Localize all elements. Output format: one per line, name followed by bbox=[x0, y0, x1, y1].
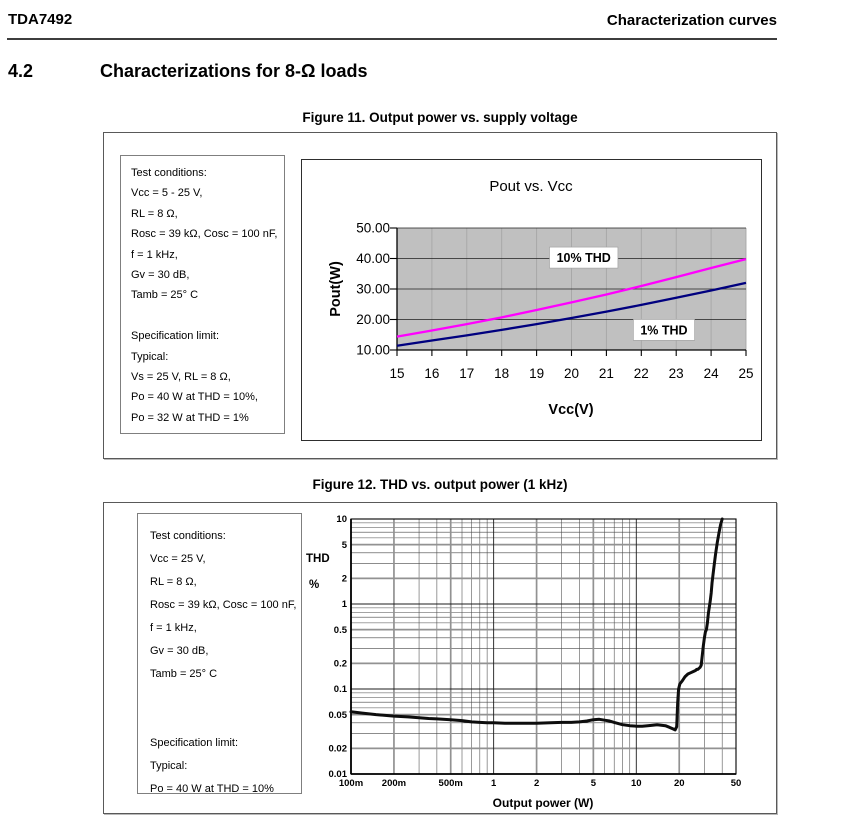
svg-text:23: 23 bbox=[668, 366, 684, 381]
svg-text:30.00: 30.00 bbox=[356, 281, 390, 297]
test-condition-line bbox=[150, 709, 301, 732]
svg-text:10: 10 bbox=[336, 514, 347, 526]
figure11-frame bbox=[103, 132, 777, 459]
svg-text:5: 5 bbox=[590, 778, 597, 789]
svg-text:50.00: 50.00 bbox=[356, 220, 390, 236]
svg-text:THD: THD bbox=[306, 553, 330, 565]
svg-text:16: 16 bbox=[424, 366, 440, 381]
svg-text:21: 21 bbox=[598, 366, 614, 381]
test-condition-line: Vcc = 5 - 25 V, bbox=[131, 187, 203, 200]
svg-text:40.00: 40.00 bbox=[356, 251, 390, 266]
svg-text:0.5: 0.5 bbox=[333, 624, 347, 636]
svg-text:500m: 500m bbox=[438, 778, 463, 789]
svg-text:20: 20 bbox=[563, 366, 580, 381]
svg-text:20.00: 20.00 bbox=[356, 312, 390, 327]
test-condition-line: Vs = 25 V, RL = 8 Ω, bbox=[131, 370, 231, 383]
test-condition-line: RL = 8 Ω, bbox=[150, 576, 197, 588]
figure11-caption: Figure 11. Output power vs. supply voltage bbox=[302, 110, 578, 125]
svg-text:15: 15 bbox=[389, 366, 405, 381]
figure12-caption: Figure 12. THD vs. output power (1 kHz) bbox=[312, 477, 568, 492]
test-condition-line bbox=[131, 306, 284, 326]
thd-vs-output-power-chart bbox=[301, 504, 775, 812]
test-condition-line: Po = 32 W at THD = 1% bbox=[131, 411, 249, 424]
chart-title: Pout vs. Vcc bbox=[489, 178, 573, 195]
svg-text:25: 25 bbox=[738, 366, 754, 381]
svg-text:2: 2 bbox=[533, 778, 540, 789]
svg-text:0.1: 0.1 bbox=[333, 684, 347, 696]
test-condition-line: Tamb = 25° C bbox=[131, 289, 199, 302]
test-condition-line: Test conditions: bbox=[150, 530, 226, 542]
test-condition-line: f = 1 kHz, bbox=[131, 248, 178, 261]
test-condition-line: Tamb = 25° C bbox=[150, 668, 218, 680]
test-condition-line: Specification limit: bbox=[150, 737, 239, 749]
svg-text:1: 1 bbox=[341, 599, 347, 611]
svg-text:1: 1 bbox=[490, 778, 497, 789]
test-condition-line: Rosc = 39 kΩ, Cosc = 100 nF, bbox=[131, 228, 278, 241]
svg-text:50: 50 bbox=[730, 778, 742, 789]
section-number: 4.2 bbox=[8, 61, 34, 81]
y-axis-title: Pout(W) bbox=[328, 261, 344, 317]
section-title: Characterizations for 8-Ω loads bbox=[100, 61, 368, 81]
svg-text:0.05: 0.05 bbox=[328, 709, 347, 721]
test-condition-line: Test conditions: bbox=[131, 167, 207, 179]
svg-text:22: 22 bbox=[633, 366, 649, 381]
test-condition-line: Rosc = 39 kΩ, Cosc = 100 nF, bbox=[150, 599, 297, 611]
svg-text:100m: 100m bbox=[338, 778, 364, 789]
x-axis-title: Output power (W) bbox=[492, 796, 594, 810]
svg-text:19: 19 bbox=[529, 366, 545, 381]
pout-vs-vcc-chart bbox=[302, 160, 761, 440]
svg-text:%: % bbox=[309, 579, 320, 591]
test-condition-line: Typical: bbox=[150, 760, 188, 772]
test-condition-line bbox=[150, 686, 301, 709]
log-gridlines bbox=[351, 519, 736, 774]
header-rule bbox=[7, 38, 777, 40]
test-condition-line: RL = 8 Ω, bbox=[131, 207, 178, 220]
svg-text:5: 5 bbox=[341, 539, 347, 551]
svg-text:2: 2 bbox=[341, 573, 347, 585]
test-condition-line: Po = 40 W at THD = 10%, bbox=[131, 391, 258, 404]
test-condition-line: Typical: bbox=[131, 350, 169, 363]
y-axis-title bbox=[306, 553, 330, 591]
svg-text:24: 24 bbox=[703, 366, 719, 381]
figure11-test-conditions-box bbox=[120, 155, 285, 434]
test-condition-line: Gv = 30 dB, bbox=[150, 645, 209, 657]
svg-text:0.2: 0.2 bbox=[333, 658, 347, 670]
doc-part-number: TDA7492 bbox=[8, 11, 73, 28]
chart-annotation bbox=[633, 319, 694, 340]
figure12-frame bbox=[103, 502, 777, 814]
test-condition-line: f = 1 kHz, bbox=[150, 622, 197, 634]
svg-text:0.02: 0.02 bbox=[328, 743, 347, 755]
figure12-test-conditions-box bbox=[137, 513, 302, 794]
figure11-chart-box bbox=[301, 159, 762, 441]
svg-text:1% THD: 1% THD bbox=[640, 323, 688, 338]
svg-text:17: 17 bbox=[459, 366, 475, 381]
svg-text:20: 20 bbox=[673, 778, 685, 789]
header-chapter-title: Characterization curves bbox=[606, 12, 777, 29]
svg-text:18: 18 bbox=[494, 366, 510, 381]
svg-text:200m: 200m bbox=[381, 778, 407, 789]
x-axis-title: Vcc(V) bbox=[548, 402, 594, 418]
test-condition-line: Po = 40 W at THD = 10% bbox=[150, 783, 274, 795]
test-condition-line: Gv = 30 dB, bbox=[131, 268, 190, 281]
svg-text:10% THD: 10% THD bbox=[556, 251, 611, 266]
svg-text:10.00: 10.00 bbox=[356, 342, 390, 358]
svg-text:0.01: 0.01 bbox=[328, 769, 347, 781]
chart-annotation bbox=[550, 247, 618, 268]
test-condition-line: Vcc = 25 V, bbox=[150, 553, 206, 565]
test-condition-line: Specification limit: bbox=[131, 330, 220, 343]
svg-text:10: 10 bbox=[631, 778, 642, 789]
